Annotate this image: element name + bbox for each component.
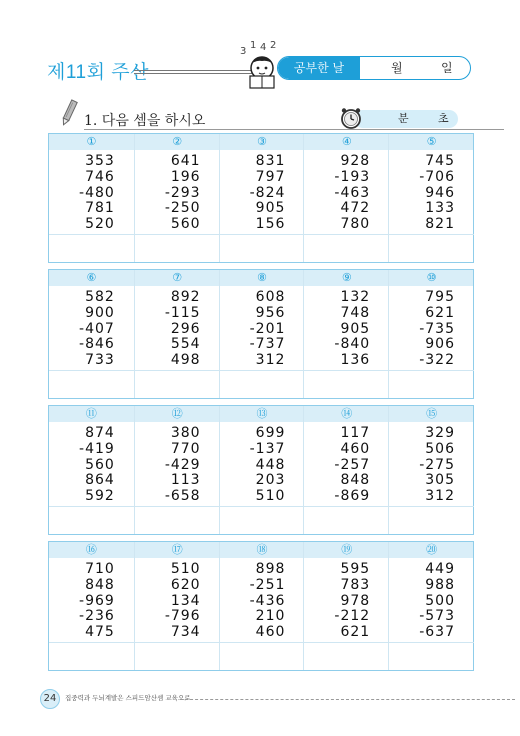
problem-value: -419 [79,440,115,457]
pencil-icon [58,98,80,128]
answer-box[interactable] [389,370,474,399]
problem-value: 500 [425,592,455,609]
problem-values [135,290,220,369]
problem-number: ⑰ [171,543,183,556]
problem-value: 353 [85,153,115,169]
problem-column [219,406,305,534]
problem-value: 745 [425,153,455,169]
problem-column [134,134,220,262]
month-label: 월 [391,61,403,75]
problem-value: 329 [425,425,455,441]
problem-value: 848 [340,472,371,489]
problem-value: 641 [170,153,201,169]
answer-box[interactable] [389,506,474,535]
problem-value: 795 [425,289,455,305]
problem-value: -429 [164,456,201,473]
problem-value: 748 [340,304,371,321]
problem-number: ⑥ [86,271,97,284]
problem-column [49,542,134,670]
problem-number: ⑦ [172,271,183,284]
problem-column [303,270,389,398]
answer-box[interactable] [135,234,220,263]
problem-value: 734 [170,624,201,641]
problem-value: 117 [340,425,371,441]
problem-value: 770 [170,440,201,457]
problem-values [220,154,305,233]
answer-box[interactable] [49,234,134,263]
problem-value: 821 [425,216,455,233]
problem-values [304,562,389,641]
problem-value: -706 [419,168,455,185]
problem-value: 156 [255,216,286,233]
svg-text:1: 1 [250,40,257,51]
title-rule [134,70,252,74]
problem-value: 210 [255,608,286,625]
problem-value: -322 [419,352,455,369]
answer-box[interactable] [304,370,389,399]
problem-value: -257 [334,456,371,473]
problem-value: -115 [164,304,201,321]
svg-text:3: 3 [240,46,247,57]
problem-value: 510 [255,488,286,505]
problem-column [134,406,220,534]
problem-value: 620 [170,576,201,593]
problem-value: 136 [340,352,371,369]
problem-value: 498 [170,352,201,369]
problem-number: ③ [257,135,267,148]
problem-value: 132 [340,289,371,305]
problem-value: -573 [419,608,455,625]
problem-value: 510 [170,561,201,577]
problem-values [304,426,389,505]
problem-value: 460 [255,624,286,641]
problem-number: ⑨ [341,271,352,284]
answer-box[interactable] [220,234,305,263]
footer-text: 집중력과 두뇌계발은 스피드암산셈 교육으로 [65,694,191,702]
problem-value: 783 [340,576,371,593]
problem-number: ⑳ [426,543,438,556]
problem-value: 305 [425,472,455,489]
page-number: 24 [40,689,60,709]
problem-column [388,270,474,398]
problem-column [49,406,134,534]
problem-number: ⑧ [257,271,267,284]
problem-value: 134 [170,592,201,609]
problem-values [49,290,134,369]
problem-column [388,406,474,534]
problem-value: -480 [79,184,115,201]
problem-value: 608 [255,289,286,305]
answer-box[interactable] [220,642,305,671]
problem-value: -969 [79,592,115,609]
problem-value: -796 [164,608,201,625]
problem-number: ⑱ [256,543,268,556]
problem-value: 978 [340,592,371,609]
problem-value: 196 [170,168,201,185]
problem-values [220,290,305,369]
study-date-field [277,56,471,80]
problem-value: 848 [85,576,115,593]
problem-block [48,541,474,671]
problem-number: ⑫ [171,407,183,420]
problem-values [389,562,474,641]
problem-value: -407 [79,320,115,337]
svg-text:2: 2 [270,40,277,51]
problem-number: ⑭ [341,407,353,420]
problem-column [303,406,389,534]
problem-value: 592 [85,488,115,505]
answer-box[interactable] [49,506,134,535]
problem-value: 928 [340,153,371,169]
problem-value: 780 [340,216,371,233]
problem-value: -250 [164,200,201,217]
problem-value: 621 [425,304,455,321]
problem-value: 733 [85,352,115,369]
problem-column [134,542,220,670]
problem-number: ⑬ [256,407,268,420]
answer-box[interactable] [389,642,474,671]
problem-value: 554 [170,336,201,353]
problem-value: 520 [85,216,115,233]
page-title: 제11회 주산 [47,62,149,83]
answer-box[interactable] [220,506,305,535]
problem-value: 595 [340,561,371,577]
problem-value: -293 [164,184,201,201]
problem-value: 874 [85,425,115,441]
answer-box[interactable] [49,370,134,399]
problem-number: ⑤ [426,135,437,148]
problem-value: 864 [85,472,115,489]
problem-block [48,269,474,399]
problem-value: 296 [170,320,201,337]
problem-value: 905 [255,200,286,217]
svg-text:4: 4 [260,42,267,53]
problem-value: 781 [85,200,115,217]
problem-column [49,270,134,398]
footer-rule [180,699,515,700]
problem-value: 905 [340,320,371,337]
problem-number: ⑮ [426,407,438,420]
problem-values [304,154,389,233]
problem-value: -251 [249,576,286,593]
second-label: 초 [438,112,449,125]
problem-column [134,270,220,398]
problem-number: ⑯ [85,543,97,556]
problem-column [388,134,474,262]
problem-value: -737 [249,336,286,353]
problem-number: ⑩ [426,271,437,284]
problem-value: 560 [170,216,201,233]
problem-value: 746 [85,168,115,185]
problem-values [49,154,134,233]
problem-value: -236 [79,608,115,625]
answer-box[interactable] [304,506,389,535]
problem-value: 988 [425,576,455,593]
problem-number: ⑪ [85,407,97,420]
problem-column [388,542,474,670]
problem-value: 900 [85,304,115,321]
problem-values [220,426,305,505]
problem-value: 621 [340,624,371,641]
problem-value: 506 [425,440,455,457]
problem-block [48,405,474,535]
problem-value: -735 [419,320,455,337]
problem-values [389,154,474,233]
problem-value: 475 [85,624,115,641]
answer-box[interactable] [304,234,389,263]
problem-column [219,270,305,398]
problem-values [49,426,134,505]
problem-value: 582 [85,289,115,305]
study-day-label: 공부한 날 [278,57,360,79]
problem-value: 956 [255,304,286,321]
problem-values [135,562,220,641]
problem-value: -436 [249,592,286,609]
problem-value: 448 [255,456,286,473]
problem-value: 898 [255,561,286,577]
problem-value: -212 [334,608,371,625]
problem-value: 831 [255,153,286,169]
minute-label: 분 [398,112,409,125]
answer-box[interactable] [135,370,220,399]
day-label: 일 [441,61,453,75]
problem-value: 472 [340,200,371,217]
problem-value: 312 [425,488,455,505]
problem-values [389,426,474,505]
problem-value: 560 [85,456,115,473]
problem-value: 449 [425,561,455,577]
answer-box[interactable] [304,642,389,671]
problem-value: -193 [334,168,371,185]
answer-box[interactable] [135,642,220,671]
problem-value: -658 [164,488,201,505]
answer-box[interactable] [389,234,474,263]
problem-column [219,542,305,670]
problem-value: -840 [334,336,371,353]
problem-value: 312 [255,352,286,369]
problem-value: -201 [249,320,286,337]
problem-values [135,154,220,233]
problem-number: ④ [341,135,352,148]
problem-value: -137 [249,440,286,457]
problem-value: -824 [249,184,286,201]
problem-value: 133 [425,200,455,217]
instruction-rule [84,129,504,130]
problem-value: 906 [425,336,455,353]
problem-values [49,562,134,641]
page-footer [40,689,480,709]
problem-values [220,562,305,641]
alarm-clock-icon [339,106,363,130]
problem-value: 797 [255,168,286,185]
problem-number: ① [86,135,97,148]
problem-column [303,542,389,670]
instruction-text: 1. 다음 셈을 하시오 [84,113,206,129]
problem-value: 460 [340,440,371,457]
problem-value: 710 [85,561,115,577]
problem-value: 946 [425,184,455,201]
problem-value: 699 [255,425,286,441]
page-header [0,0,520,100]
answer-box[interactable] [220,370,305,399]
problem-column [49,134,134,262]
problem-values [389,290,474,369]
problem-value: 113 [170,472,201,489]
timer-field [354,110,458,128]
problem-value: -637 [419,624,455,641]
problem-value: -869 [334,488,371,505]
problem-value: -846 [79,336,115,353]
problem-value: 380 [170,425,201,441]
problem-values [304,290,389,369]
answer-box[interactable] [135,506,220,535]
problem-value: -275 [419,456,455,473]
problem-number: ⑲ [341,543,353,556]
problem-value: 203 [255,472,286,489]
answer-box[interactable] [49,642,134,671]
problem-number: ② [172,135,183,148]
problem-values [135,426,220,505]
problem-value: -463 [334,184,371,201]
problem-block [48,133,474,263]
problem-column [303,134,389,262]
problem-column [219,134,305,262]
problem-value: 892 [170,289,201,305]
